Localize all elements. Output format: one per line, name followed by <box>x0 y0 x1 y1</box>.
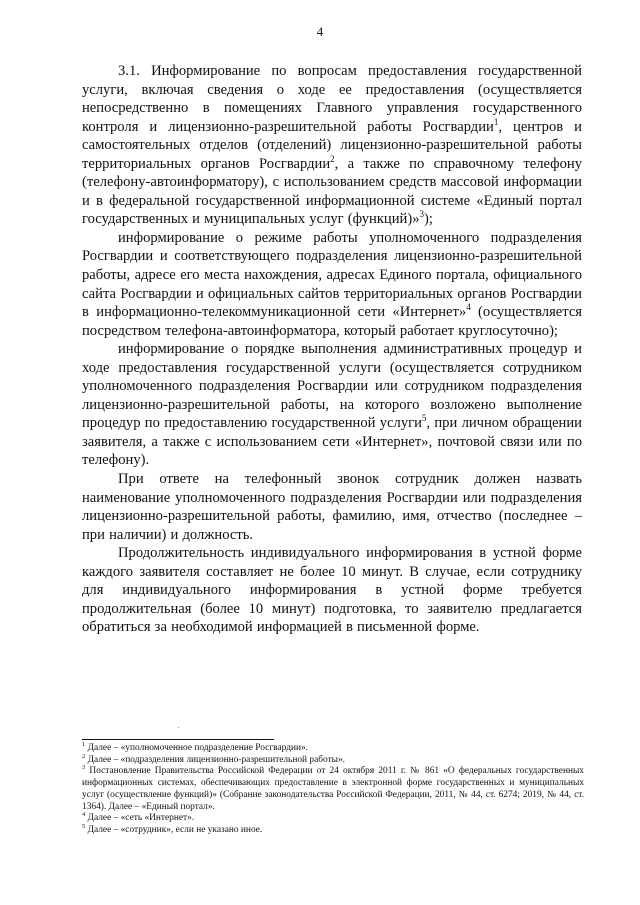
paragraph-text: , центров и самостоятельных отделов (отделений) лицензионно-разрешительной работы территориальных органов Росгвардии <box>82 118 582 172</box>
paragraph-schedule-info <box>82 229 582 340</box>
footnote-text: Далее – «подразделения лицензионно-разрешительной работы». <box>85 754 346 765</box>
footnote-text: Далее – «сеть «Интернет». <box>85 813 195 824</box>
footnote-text: Далее – «сотрудник», если не указано иное. <box>85 824 263 835</box>
paragraph-text: , а также по справочному телефону (телефону-автоинформатору), с использованием средств массовой информации и в федеральной государственной информационной системе «Единый портал государственных и муниципальных услуг (функций)» <box>82 155 582 228</box>
footnote-5 <box>82 822 584 837</box>
paragraph-text: При ответе на телефонный звонок сотрудник должен назвать наименование уполномоченного подразделения Росгвардии или подразделения лицензионно-разрешительной работы, фамилию, имя, отчество (последнее – при наличии) и должность. <box>82 471 582 543</box>
paragraph-text: 3.1. Информирование по вопросам предоставления государственной услуги, включая сведения о ходе ее предоставления (осуществляется непосредственно в помещениях Главного управления государственного контроля и лицензионно-разрешительной работы Росгвардии <box>82 63 582 135</box>
paragraph-text: информирование о порядке выполнения административных процедур и ходе предоставления государственной услуги (осуществляется сотрудником уполномоченного подразделения Росгвардии или сотрудником подразделения лицензионно-разрешительной работы, на которого возложено выполнение процедур по предоставлению государственной услуги <box>82 341 582 432</box>
footnote-separator <box>82 739 274 740</box>
footnote-3 <box>82 766 584 813</box>
footnote-text: Постановление Правительства Российской Федерации от 24 октября 2011 г. № 861 «О федеральных государственных информационных системах, обеспечивающих предоставление в электронной форме государственных и муниципальных услуг (осуществление функций)» (Собрание законодательства Российской Федерации, 2011, № 44, ст. 6274; 2019, № 44, ст. 1364). Далее – «Единый портал». <box>82 766 584 812</box>
footnote-ref: 4 <box>466 302 471 313</box>
paragraph-text: информирование о режиме работы уполномоченного подразделения Росгвардии и соответствующего подразделения лицензионно-разрешительной работы, адресе его места нахождения, адресах Единого портала, официального сайта Росгвардии и официальных сайтов территориальных органов Росгвардии в информационно-телекоммуникационной сети «Интернет» <box>82 229 582 321</box>
body-text <box>82 62 582 637</box>
footnote-ref: 1 <box>493 116 499 127</box>
footnote-1 <box>82 740 584 755</box>
page-number: 4 <box>316 24 324 39</box>
paragraph-text: Продолжительность индивидуального информирования в устной форме каждого заявителя составляет не более 10 минут. В случае, если сотруднику для индивидуального информирования в устной форме требуется продолжительная (более 10 минут) подготовка, то заявителю предлагается обратиться за необходимой информацией в письменной форме. <box>82 545 582 636</box>
paragraph-text: , при личном обращении заявителя, а также с использованием сети «Интернет», почтовой связи или по телефону). <box>82 415 582 469</box>
footnote-4 <box>82 813 584 825</box>
footnote-number: 5 <box>82 822 86 830</box>
paragraph-phone-answer <box>82 470 582 544</box>
footnote-number: 3 <box>82 764 86 772</box>
footnotes <box>82 740 584 837</box>
footnote-text: Далее – «уполномоченное подразделение Росгвардии». <box>85 743 309 753</box>
footnote-2 <box>82 752 584 767</box>
paragraph-text: (осуществляется посредством телефона-автоинформатора, который работает круглосуточно); <box>82 304 583 339</box>
paragraph-text: ); <box>424 211 433 228</box>
footnote-ref: 2 <box>330 153 335 164</box>
scan-speck <box>178 727 179 728</box>
paragraph-3-1 <box>82 62 582 229</box>
footnote-ref: 5 <box>421 413 427 424</box>
footnote-number: 4 <box>82 811 86 819</box>
footnote-number: 1 <box>82 740 86 748</box>
paragraph-procedure-info <box>82 340 582 470</box>
paragraph-duration <box>82 544 582 637</box>
footnote-number: 2 <box>82 752 86 760</box>
footnote-ref: 3 <box>419 209 425 220</box>
